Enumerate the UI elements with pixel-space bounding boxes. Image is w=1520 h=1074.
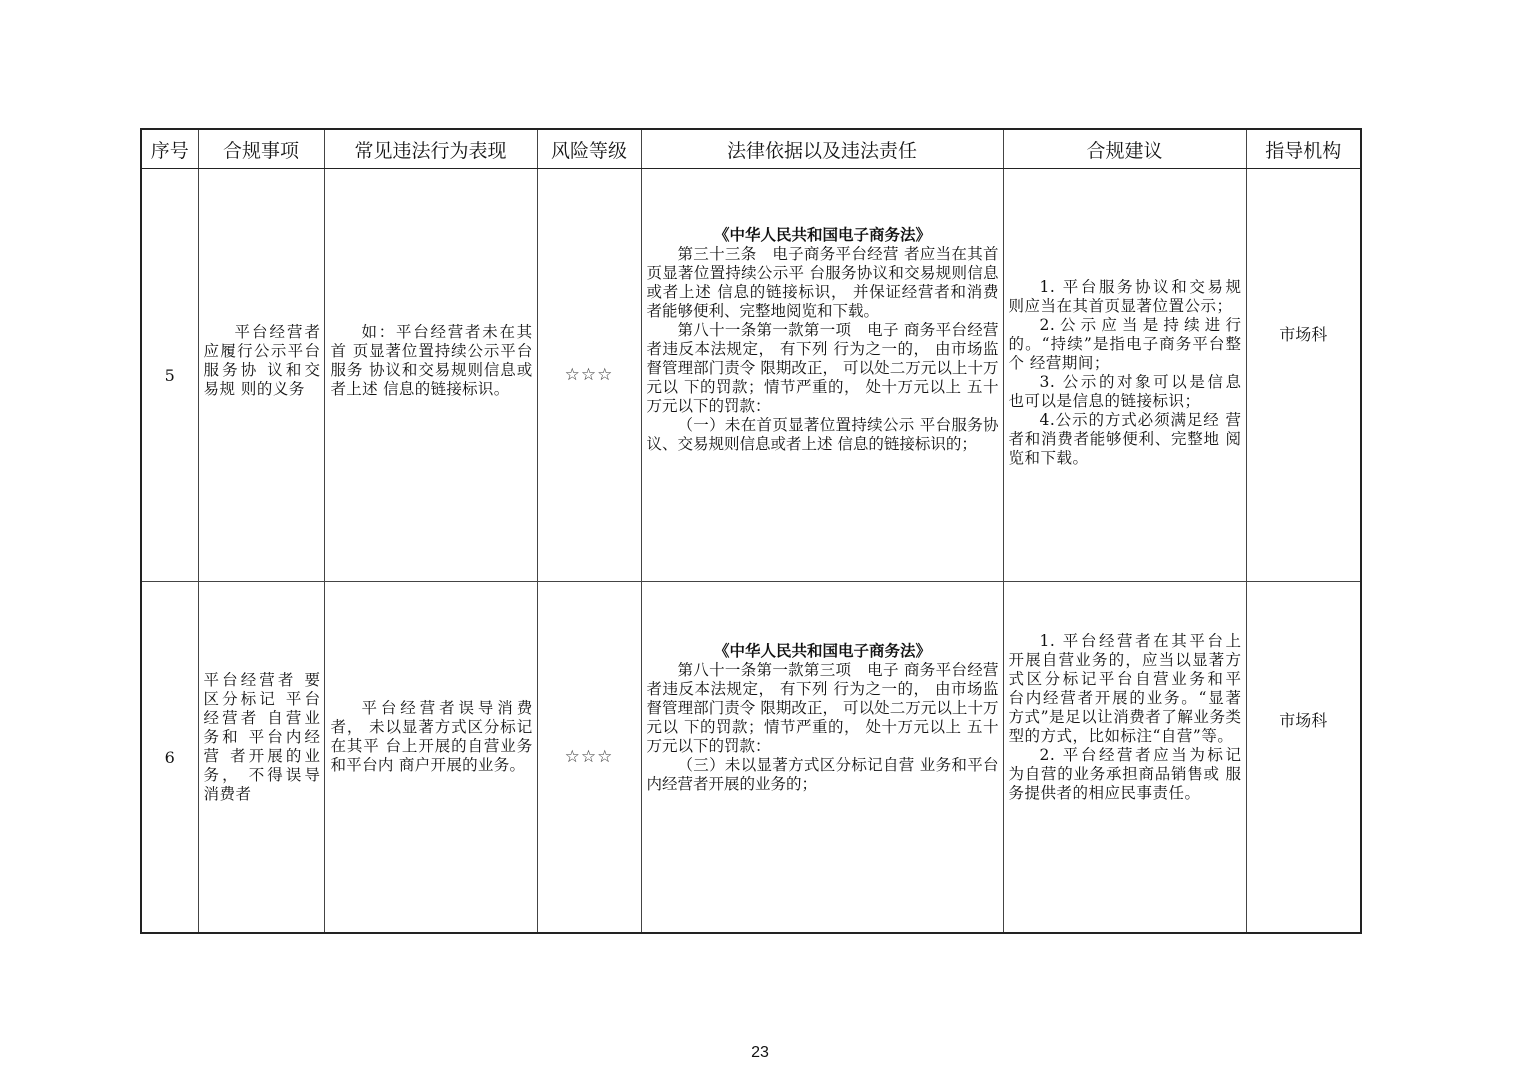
law-paragraph: 第八十一条第一款第一项 电子 商务平台经营者违反本法规定， 有下列 行为之一的， 由市场监督管理部门责令 限期改正， 可以处二万元以上十万元以 下的罚款；情节严重的， 处十万元以上 五十万元以下的罚款： <box>646 320 999 415</box>
compliance-item-text: 平台经营者 要区分标记 平台经营者 自营业务和 平台内经营 者开展的业务， 不得误导消费者 <box>203 670 321 803</box>
header-advice: 合规建议 <box>1003 129 1246 169</box>
law-paragraph: （一）未在首页显著位置持续公示 平台服务协议、交易规则信息或者上述 信息的链接标识的； <box>646 415 999 453</box>
guiding-agency-text: 市场科 <box>1279 324 1328 344</box>
compliance-table <box>140 128 1362 934</box>
violation-behavior <box>324 582 537 934</box>
advice-item: 1. 平台服务协议和交易规 则应当在其首页显著位置公示； <box>1008 278 1242 315</box>
table-header-row <box>141 129 1361 169</box>
guiding-agency <box>1246 582 1361 934</box>
legal-basis <box>641 169 1003 582</box>
compliance-advice <box>1003 582 1258 934</box>
table-row <box>141 582 1361 934</box>
advice-item: 3. 公示的对象可以是信息 也可以是信息的链接标识； <box>1008 373 1242 410</box>
violation-behavior-text: 如：平台经营者未在其首 页显著位置持续公示平台服务 协议和交易规则信息或者上述 信息的链接标识。 <box>330 323 533 398</box>
header-no: 序号 <box>141 129 198 169</box>
risk-level: ☆☆☆ <box>537 582 641 934</box>
guiding-agency <box>1246 169 1361 582</box>
advice-item: 1. 平台经营者在其平台上 开展自营业务的，应当以显著方 式区分标记平台自营业务和平 台内经营者开展的业务。“显著 方式”是足以让消费者了解业务类型的方式，比如标注“自营”等。 <box>1008 631 1258 745</box>
law-paragraph: 第八十一条第一款第三项 电子 商务平台经营者违反本法规定， 有下列 行为之一的， 由市场监督管理部门责令 限期改正， 可以处二万元以上十万元以 下的罚款；情节严重的， 处十万元以上 五十万元以下的罚款： <box>646 660 999 755</box>
header-risk: 风险等级 <box>537 129 641 169</box>
compliance-item <box>198 582 324 934</box>
law-title: 《中华人民共和国电子商务法》 <box>713 224 931 244</box>
risk-level: ☆☆☆ <box>537 169 641 582</box>
guiding-agency-text: 市场科 <box>1279 710 1328 730</box>
header-item: 合规事项 <box>198 129 324 169</box>
advice-item: 4.公示的方式必须满足经 营者和消费者能够便利、完整地 阅览和下载。 <box>1008 411 1242 467</box>
header-law: 法律依据以及违法责任 <box>641 129 1003 169</box>
page-number: 23 <box>751 1044 769 1061</box>
compliance-advice <box>1003 169 1246 582</box>
advice-item: 2.公示应当是持续进行的。“持续”是指电子商务平台整个 经营期间； <box>1008 316 1242 372</box>
law-paragraph: 第三十三条 电子商务平台经营 者应当在其首页显著位置持续公示平 台服务协议和交易规则信息或者上述 信息的链接标识， 并保证经营者和消费 者能够便利、完整地阅览和下载。 <box>646 244 999 320</box>
compliance-item <box>198 169 324 582</box>
advice-item: 2. 平台经营者应当为标记 为自营的业务承担商品销售或 服务提供者的相应民事责任。 <box>1008 745 1242 802</box>
row-number: 5 <box>141 169 198 582</box>
row-number: 6 <box>141 582 198 934</box>
compliance-item-text: 平台经营者 应履行公示平台服务协 议和交易规 则的义务 <box>203 323 321 398</box>
law-paragraph: （三）未以显著方式区分标记自营 业务和平台内经营者开展的业务的； <box>646 755 999 793</box>
header-org: 指导机构 <box>1246 129 1361 169</box>
violation-behavior <box>324 169 537 582</box>
law-title: 《中华人民共和国电子商务法》 <box>713 640 931 660</box>
legal-basis <box>641 582 1003 934</box>
table-row <box>141 169 1361 582</box>
header-behavior: 常见违法行为表现 <box>324 129 537 169</box>
violation-behavior-text: 平台经营者误导消费者， 未以显著方式区分标记在其平 台上开展的自营业务和平台内 商户开展的业务。 <box>330 699 533 774</box>
